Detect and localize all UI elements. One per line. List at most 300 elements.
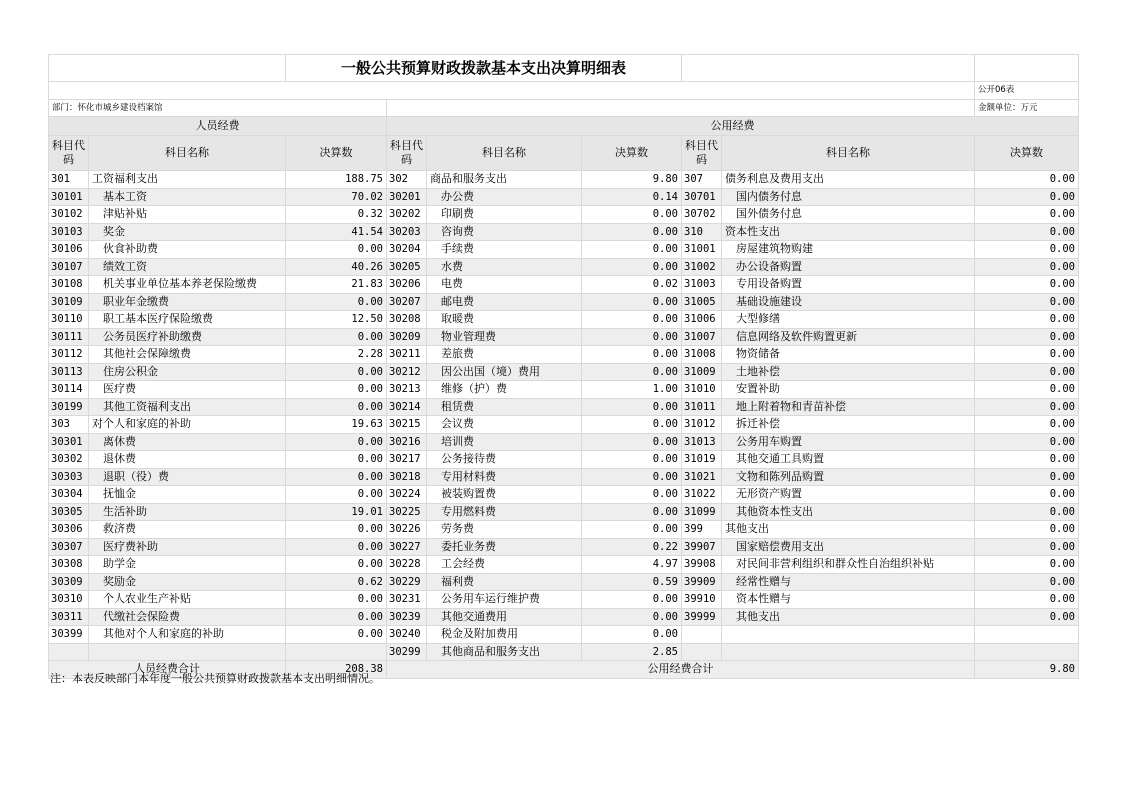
amount-cell: 0.00 bbox=[975, 276, 1079, 294]
amount-cell: 0.00 bbox=[975, 608, 1079, 626]
amount-cell: 0.00 bbox=[582, 258, 682, 276]
amount-cell: 21.83 bbox=[286, 276, 387, 294]
subject-code-cell: 30228 bbox=[387, 556, 427, 574]
subject-name-cell bbox=[722, 643, 975, 661]
subject-code-cell: 302 bbox=[387, 171, 427, 189]
subject-name-cell: 信息网络及软件购置更新 bbox=[722, 328, 975, 346]
subject-code-cell: 30204 bbox=[387, 241, 427, 259]
amount-cell: 0.00 bbox=[975, 591, 1079, 609]
subject-name-cell: 拆迁补偿 bbox=[722, 416, 975, 434]
subject-name-cell: 无形资产购置 bbox=[722, 486, 975, 504]
table-row bbox=[49, 643, 1079, 661]
amount-cell: 2.28 bbox=[286, 346, 387, 364]
subject-code-cell: 30103 bbox=[49, 223, 89, 241]
amount-cell: 0.14 bbox=[582, 188, 682, 206]
table-row bbox=[49, 223, 1079, 241]
subject-code-cell: 30308 bbox=[49, 556, 89, 574]
department-label: 部门：怀化市城乡建设档案馆 bbox=[49, 99, 387, 117]
subject-code-cell: 30203 bbox=[387, 223, 427, 241]
subject-name-cell: 资本性支出 bbox=[722, 223, 975, 241]
amount-cell: 2.85 bbox=[582, 643, 682, 661]
amount-cell: 0.00 bbox=[975, 328, 1079, 346]
subject-code-cell: 30702 bbox=[682, 206, 722, 224]
subject-name-cell: 医疗费补助 bbox=[89, 538, 286, 556]
section-public: 公用经费 bbox=[387, 117, 1079, 136]
amount-cell: 0.00 bbox=[975, 416, 1079, 434]
subject-name-cell: 其他资本性支出 bbox=[722, 503, 975, 521]
amount-cell: 0.00 bbox=[286, 538, 387, 556]
amount-cell: 0.00 bbox=[582, 416, 682, 434]
subject-code-cell: 30306 bbox=[49, 521, 89, 539]
amount-cell: 0.00 bbox=[582, 591, 682, 609]
subject-name-cell: 退职（役）费 bbox=[89, 468, 286, 486]
subject-code-cell: 30113 bbox=[49, 363, 89, 381]
subject-name-cell: 工资福利支出 bbox=[89, 171, 286, 189]
amount-cell: 0.00 bbox=[286, 591, 387, 609]
amount-cell: 0.00 bbox=[286, 381, 387, 399]
amount-cell: 0.00 bbox=[286, 626, 387, 644]
col-header-name: 科目名称 bbox=[427, 136, 582, 171]
amount-cell: 0.00 bbox=[975, 258, 1079, 276]
amount-cell: 0.00 bbox=[975, 486, 1079, 504]
table-row bbox=[49, 556, 1079, 574]
col-header-amount: 决算数 bbox=[286, 136, 387, 171]
subject-code-cell: 30205 bbox=[387, 258, 427, 276]
table-row bbox=[49, 398, 1079, 416]
amount-cell: 0.00 bbox=[286, 451, 387, 469]
amount-cell: 0.00 bbox=[975, 293, 1079, 311]
public-total-label: 公用经费合计 bbox=[387, 661, 975, 679]
amount-cell: 70.02 bbox=[286, 188, 387, 206]
subject-code-cell: 30109 bbox=[49, 293, 89, 311]
subject-name-cell: 对民间非营利组织和群众性自治组织补贴 bbox=[722, 556, 975, 574]
form-code: 公开06表 bbox=[975, 82, 1079, 100]
subject-code-cell: 31099 bbox=[682, 503, 722, 521]
subject-name-cell: 其他交通工具购置 bbox=[722, 451, 975, 469]
subject-name-cell: 其他支出 bbox=[722, 521, 975, 539]
subject-name-cell: 印刷费 bbox=[427, 206, 582, 224]
amount-cell: 4.97 bbox=[582, 556, 682, 574]
subject-code-cell: 30240 bbox=[387, 626, 427, 644]
amount-cell: 19.63 bbox=[286, 416, 387, 434]
subject-code-cell: 31002 bbox=[682, 258, 722, 276]
subject-name-cell: 培训费 bbox=[427, 433, 582, 451]
subject-name-cell: 租赁费 bbox=[427, 398, 582, 416]
subject-name-cell: 委托业务费 bbox=[427, 538, 582, 556]
subject-code-cell: 39907 bbox=[682, 538, 722, 556]
subject-code-cell: 31005 bbox=[682, 293, 722, 311]
subject-name-cell bbox=[89, 643, 286, 661]
subject-name-cell: 抚恤金 bbox=[89, 486, 286, 504]
subject-name-cell: 地上附着物和青苗补偿 bbox=[722, 398, 975, 416]
amount-cell: 19.01 bbox=[286, 503, 387, 521]
subject-code-cell: 30226 bbox=[387, 521, 427, 539]
subject-code-cell: 30112 bbox=[49, 346, 89, 364]
amount-cell: 0.00 bbox=[582, 521, 682, 539]
amount-cell: 0.00 bbox=[975, 346, 1079, 364]
subject-name-cell: 专用燃料费 bbox=[427, 503, 582, 521]
personnel-total-value: 208.38 bbox=[286, 661, 387, 679]
subject-name-cell: 生活补助 bbox=[89, 503, 286, 521]
subject-code-cell: 30213 bbox=[387, 381, 427, 399]
amount-cell: 0.00 bbox=[975, 223, 1079, 241]
subject-code-cell: 31006 bbox=[682, 311, 722, 329]
col-header-name: 科目名称 bbox=[722, 136, 975, 171]
subject-code-cell: 31009 bbox=[682, 363, 722, 381]
expenditure-table bbox=[48, 54, 1079, 679]
subject-name-cell: 物业管理费 bbox=[427, 328, 582, 346]
subject-name-cell: 公务用车购置 bbox=[722, 433, 975, 451]
subject-name-cell: 会议费 bbox=[427, 416, 582, 434]
subject-name-cell: 差旅费 bbox=[427, 346, 582, 364]
subject-name-cell: 基本工资 bbox=[89, 188, 286, 206]
subject-name-cell: 邮电费 bbox=[427, 293, 582, 311]
subject-name-cell: 房屋建筑物购建 bbox=[722, 241, 975, 259]
table-row bbox=[49, 171, 1079, 189]
amount-cell: 0.00 bbox=[286, 398, 387, 416]
amount-cell: 0.00 bbox=[582, 398, 682, 416]
subject-code-cell: 30218 bbox=[387, 468, 427, 486]
subject-code-cell: 31021 bbox=[682, 468, 722, 486]
subject-code-cell: 31007 bbox=[682, 328, 722, 346]
amount-cell: 0.22 bbox=[582, 538, 682, 556]
subject-name-cell: 水费 bbox=[427, 258, 582, 276]
subject-name-cell: 个人农业生产补贴 bbox=[89, 591, 286, 609]
amount-cell: 0.00 bbox=[286, 608, 387, 626]
subject-code-cell: 30215 bbox=[387, 416, 427, 434]
subject-code-cell: 30108 bbox=[49, 276, 89, 294]
subject-name-cell: 物资储备 bbox=[722, 346, 975, 364]
table-row bbox=[49, 468, 1079, 486]
table-row bbox=[49, 206, 1079, 224]
amount-cell: 12.50 bbox=[286, 311, 387, 329]
amount-cell: 0.00 bbox=[582, 486, 682, 504]
subject-code-cell: 30217 bbox=[387, 451, 427, 469]
subject-name-cell: 电费 bbox=[427, 276, 582, 294]
subject-name-cell: 其他支出 bbox=[722, 608, 975, 626]
subject-code-cell: 30101 bbox=[49, 188, 89, 206]
amount-cell: 0.00 bbox=[582, 328, 682, 346]
subject-name-cell: 其他交通费用 bbox=[427, 608, 582, 626]
table-row bbox=[49, 626, 1079, 644]
subject-name-cell: 其他商品和服务支出 bbox=[427, 643, 582, 661]
subject-name-cell: 国家赔偿费用支出 bbox=[722, 538, 975, 556]
subject-code-cell: 39909 bbox=[682, 573, 722, 591]
amount-cell: 188.75 bbox=[286, 171, 387, 189]
subject-code-cell: 307 bbox=[682, 171, 722, 189]
amount-cell: 0.00 bbox=[286, 328, 387, 346]
table-row bbox=[49, 363, 1079, 381]
table-row bbox=[49, 381, 1079, 399]
subject-name-cell: 职工基本医疗保险缴费 bbox=[89, 311, 286, 329]
subject-name-cell: 文物和陈列品购置 bbox=[722, 468, 975, 486]
subject-name-cell: 机关事业单位基本养老保险缴费 bbox=[89, 276, 286, 294]
amount-cell: 0.00 bbox=[582, 241, 682, 259]
table-row bbox=[49, 311, 1079, 329]
subject-name-cell: 助学金 bbox=[89, 556, 286, 574]
subject-name-cell: 奖励金 bbox=[89, 573, 286, 591]
subject-code-cell: 30106 bbox=[49, 241, 89, 259]
amount-cell: 0.00 bbox=[975, 311, 1079, 329]
subject-name-cell: 维修（护）费 bbox=[427, 381, 582, 399]
table-row bbox=[49, 608, 1079, 626]
subject-name-cell: 取暖费 bbox=[427, 311, 582, 329]
amount-cell: 0.00 bbox=[975, 433, 1079, 451]
subject-name-cell: 被装购置费 bbox=[427, 486, 582, 504]
table-row bbox=[49, 188, 1079, 206]
col-header-amount: 决算数 bbox=[582, 136, 682, 171]
amount-cell: 0.00 bbox=[582, 311, 682, 329]
footnote: 注：本表反映部门本年度一般公共预算财政拨款基本支出明细情况。 bbox=[50, 672, 380, 685]
amount-cell: 0.00 bbox=[975, 573, 1079, 591]
subject-name-cell: 国内债务付息 bbox=[722, 188, 975, 206]
subject-name-cell: 安置补助 bbox=[722, 381, 975, 399]
subject-code-cell: 30302 bbox=[49, 451, 89, 469]
table-row bbox=[49, 591, 1079, 609]
subject-name-cell: 国外债务付息 bbox=[722, 206, 975, 224]
subject-name-cell: 津贴补贴 bbox=[89, 206, 286, 224]
subject-code-cell: 31013 bbox=[682, 433, 722, 451]
subject-code-cell: 31012 bbox=[682, 416, 722, 434]
amount-cell: 0.00 bbox=[286, 521, 387, 539]
subject-name-cell: 工会经费 bbox=[427, 556, 582, 574]
table-row bbox=[49, 276, 1079, 294]
subject-name-cell: 离休费 bbox=[89, 433, 286, 451]
table-row bbox=[49, 538, 1079, 556]
table-row bbox=[49, 328, 1079, 346]
subject-code-cell: 30307 bbox=[49, 538, 89, 556]
table-row bbox=[49, 486, 1079, 504]
table-row bbox=[49, 573, 1079, 591]
subject-name-cell: 办公设备购置 bbox=[722, 258, 975, 276]
subject-code-cell: 30304 bbox=[49, 486, 89, 504]
subject-code-cell: 30224 bbox=[387, 486, 427, 504]
amount-cell: 0.00 bbox=[975, 503, 1079, 521]
subject-code-cell: 30303 bbox=[49, 468, 89, 486]
amount-cell: 41.54 bbox=[286, 223, 387, 241]
subject-name-cell: 其他对个人和家庭的补助 bbox=[89, 626, 286, 644]
subject-name-cell: 医疗费 bbox=[89, 381, 286, 399]
amount-cell: 0.00 bbox=[975, 188, 1079, 206]
amount-cell: 0.00 bbox=[582, 293, 682, 311]
subject-code-cell: 30114 bbox=[49, 381, 89, 399]
subject-name-cell: 公务用车运行维护费 bbox=[427, 591, 582, 609]
subject-code-cell: 30299 bbox=[387, 643, 427, 661]
subject-code-cell: 399 bbox=[682, 521, 722, 539]
subject-code-cell: 31011 bbox=[682, 398, 722, 416]
subject-code-cell: 39999 bbox=[682, 608, 722, 626]
amount-cell bbox=[286, 643, 387, 661]
subject-name-cell: 公务员医疗补助缴费 bbox=[89, 328, 286, 346]
subject-code-cell: 30206 bbox=[387, 276, 427, 294]
table-row bbox=[49, 451, 1079, 469]
subject-code-cell: 30214 bbox=[387, 398, 427, 416]
amount-cell: 0.00 bbox=[975, 171, 1079, 189]
subject-name-cell: 大型修缮 bbox=[722, 311, 975, 329]
amount-cell: 0.62 bbox=[286, 573, 387, 591]
amount-cell: 0.00 bbox=[582, 468, 682, 486]
subject-name-cell bbox=[722, 626, 975, 644]
subject-code-cell: 30107 bbox=[49, 258, 89, 276]
subject-code-cell: 30209 bbox=[387, 328, 427, 346]
amount-cell bbox=[975, 626, 1079, 644]
amount-cell: 0.00 bbox=[975, 206, 1079, 224]
amount-cell: 0.00 bbox=[975, 556, 1079, 574]
subject-code-cell: 30102 bbox=[49, 206, 89, 224]
col-header-code: 科目代码 bbox=[49, 136, 89, 171]
amount-cell: 0.00 bbox=[286, 293, 387, 311]
subject-name-cell: 职业年金缴费 bbox=[89, 293, 286, 311]
amount-cell: 9.80 bbox=[582, 171, 682, 189]
amount-cell: 0.00 bbox=[582, 346, 682, 364]
subject-code-cell: 303 bbox=[49, 416, 89, 434]
amount-cell: 40.26 bbox=[286, 258, 387, 276]
amount-cell: 0.00 bbox=[975, 398, 1079, 416]
table-row bbox=[49, 433, 1079, 451]
subject-code-cell: 301 bbox=[49, 171, 89, 189]
amount-cell: 1.00 bbox=[582, 381, 682, 399]
section-personnel: 人员经费 bbox=[49, 117, 387, 136]
subject-name-cell: 公务接待费 bbox=[427, 451, 582, 469]
amount-cell: 0.00 bbox=[975, 451, 1079, 469]
subject-code-cell: 39908 bbox=[682, 556, 722, 574]
subject-code-cell bbox=[49, 643, 89, 661]
subject-name-cell: 绩效工资 bbox=[89, 258, 286, 276]
subject-code-cell: 31019 bbox=[682, 451, 722, 469]
amount-cell: 0.00 bbox=[582, 626, 682, 644]
subject-code-cell: 31001 bbox=[682, 241, 722, 259]
subject-name-cell: 专用材料费 bbox=[427, 468, 582, 486]
subject-name-cell: 咨询费 bbox=[427, 223, 582, 241]
subject-name-cell: 办公费 bbox=[427, 188, 582, 206]
amount-cell: 0.00 bbox=[582, 503, 682, 521]
subject-name-cell: 对个人和家庭的补助 bbox=[89, 416, 286, 434]
subject-code-cell: 31022 bbox=[682, 486, 722, 504]
amount-cell: 0.32 bbox=[286, 206, 387, 224]
table-row bbox=[49, 503, 1079, 521]
subject-code-cell: 30212 bbox=[387, 363, 427, 381]
subject-code-cell: 30239 bbox=[387, 608, 427, 626]
amount-cell: 0.00 bbox=[975, 241, 1079, 259]
subject-code-cell: 30229 bbox=[387, 573, 427, 591]
amount-cell: 0.00 bbox=[582, 608, 682, 626]
amount-cell: 0.00 bbox=[975, 381, 1079, 399]
subject-code-cell: 30301 bbox=[49, 433, 89, 451]
amount-cell: 0.00 bbox=[286, 468, 387, 486]
subject-code-cell: 30211 bbox=[387, 346, 427, 364]
subject-name-cell: 专用设备购置 bbox=[722, 276, 975, 294]
subject-name-cell: 福利费 bbox=[427, 573, 582, 591]
subject-name-cell: 代缴社会保险费 bbox=[89, 608, 286, 626]
subject-code-cell: 39910 bbox=[682, 591, 722, 609]
amount-cell: 0.00 bbox=[582, 223, 682, 241]
amount-cell bbox=[975, 643, 1079, 661]
subject-name-cell: 其他工资福利支出 bbox=[89, 398, 286, 416]
subject-name-cell: 债务利息及费用支出 bbox=[722, 171, 975, 189]
public-total-value: 9.80 bbox=[975, 661, 1079, 679]
amount-cell: 0.02 bbox=[582, 276, 682, 294]
subject-name-cell: 税金及附加费用 bbox=[427, 626, 582, 644]
subject-code-cell: 30216 bbox=[387, 433, 427, 451]
subject-code-cell: 30305 bbox=[49, 503, 89, 521]
subject-code-cell: 31008 bbox=[682, 346, 722, 364]
table-row bbox=[49, 241, 1079, 259]
amount-cell: 0.00 bbox=[582, 363, 682, 381]
subject-code-cell: 30111 bbox=[49, 328, 89, 346]
subject-code-cell bbox=[682, 643, 722, 661]
amount-cell: 0.00 bbox=[286, 363, 387, 381]
col-header-code: 科目代码 bbox=[387, 136, 427, 171]
subject-code-cell: 30208 bbox=[387, 311, 427, 329]
subject-code-cell: 30231 bbox=[387, 591, 427, 609]
subject-code-cell: 30399 bbox=[49, 626, 89, 644]
amount-cell: 0.00 bbox=[582, 433, 682, 451]
table-row bbox=[49, 521, 1079, 539]
table-row bbox=[49, 258, 1079, 276]
personnel-total-label: 人员经费合计 bbox=[49, 661, 286, 679]
amount-cell: 0.59 bbox=[582, 573, 682, 591]
subject-name-cell: 土地补偿 bbox=[722, 363, 975, 381]
col-header-amount: 决算数 bbox=[975, 136, 1079, 171]
amount-cell: 0.00 bbox=[286, 486, 387, 504]
subject-name-cell: 奖金 bbox=[89, 223, 286, 241]
subject-name-cell: 住房公积金 bbox=[89, 363, 286, 381]
amount-cell: 0.00 bbox=[286, 556, 387, 574]
amount-cell: 0.00 bbox=[582, 451, 682, 469]
table-row bbox=[49, 293, 1079, 311]
subject-code-cell: 30110 bbox=[49, 311, 89, 329]
subject-name-cell: 手续费 bbox=[427, 241, 582, 259]
subject-code-cell: 30701 bbox=[682, 188, 722, 206]
col-header-code: 科目代码 bbox=[682, 136, 722, 171]
subject-code-cell: 31003 bbox=[682, 276, 722, 294]
amount-cell: 0.00 bbox=[975, 521, 1079, 539]
amount-cell: 0.00 bbox=[975, 538, 1079, 556]
page-title: 一般公共预算财政拨款基本支出决算明细表 bbox=[286, 55, 682, 82]
subject-code-cell: 310 bbox=[682, 223, 722, 241]
subject-name-cell: 资本性赠与 bbox=[722, 591, 975, 609]
subject-code-cell bbox=[682, 626, 722, 644]
subject-name-cell: 因公出国（境）费用 bbox=[427, 363, 582, 381]
subject-code-cell: 31010 bbox=[682, 381, 722, 399]
subject-code-cell: 30202 bbox=[387, 206, 427, 224]
amount-cell: 0.00 bbox=[582, 206, 682, 224]
subject-name-cell: 基础设施建设 bbox=[722, 293, 975, 311]
subject-name-cell: 救济费 bbox=[89, 521, 286, 539]
col-header-name: 科目名称 bbox=[89, 136, 286, 171]
subject-code-cell: 30225 bbox=[387, 503, 427, 521]
subject-name-cell: 伙食补助费 bbox=[89, 241, 286, 259]
subject-code-cell: 30310 bbox=[49, 591, 89, 609]
subject-name-cell: 经常性赠与 bbox=[722, 573, 975, 591]
table-row bbox=[49, 346, 1079, 364]
subject-code-cell: 30309 bbox=[49, 573, 89, 591]
subject-code-cell: 30227 bbox=[387, 538, 427, 556]
subject-code-cell: 30201 bbox=[387, 188, 427, 206]
subject-name-cell: 劳务费 bbox=[427, 521, 582, 539]
unit-label: 金额单位：万元 bbox=[975, 99, 1079, 117]
subject-name-cell: 商品和服务支出 bbox=[427, 171, 582, 189]
amount-cell: 0.00 bbox=[286, 241, 387, 259]
subject-code-cell: 30199 bbox=[49, 398, 89, 416]
subject-name-cell: 其他社会保障缴费 bbox=[89, 346, 286, 364]
subject-code-cell: 30207 bbox=[387, 293, 427, 311]
amount-cell: 0.00 bbox=[286, 433, 387, 451]
budget-sheet bbox=[48, 54, 1078, 679]
amount-cell: 0.00 bbox=[975, 363, 1079, 381]
subject-code-cell: 30311 bbox=[49, 608, 89, 626]
amount-cell: 0.00 bbox=[975, 468, 1079, 486]
